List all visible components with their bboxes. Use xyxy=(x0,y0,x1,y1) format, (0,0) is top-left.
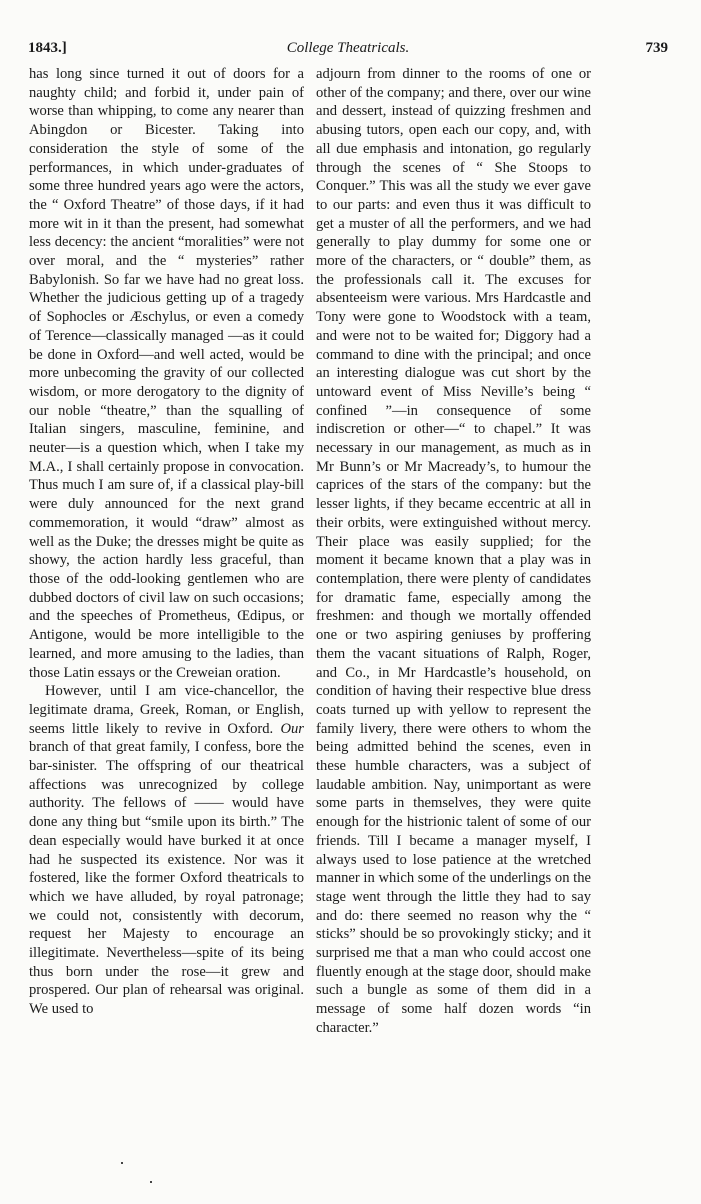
right-column xyxy=(316,65,591,1038)
header-year: 1843.] xyxy=(28,40,67,56)
left-paragraph-2-start: However, until I am vice-chancellor, the legitimate drama, Greek, Roman, or English, seems little likely to revive in Oxford. xyxy=(29,683,304,737)
left-paragraph-1: has long since turned it out of doors for a naughty child; and forbid it, under pain of worse than whipping, to come any nearer than Abingdon or Bicester. Taking into consideration the style of some of the performances, in which under-graduates of some three hundred years ago were the actors, the “ Oxford Theatre” of those days, if it had more wit in it than the present, had somewhat less decency: the ancient “moralities” were not over moral, and the “ mysteries” rather Babylonish. So far we have had no great loss. Whether the judicious getting up of a tragedy of Sophocles or Æschylus, or even a comedy of Terence—classically managed —as it could be done in Oxford—and well acted, would be more unbecoming the gravity of our collected wisdom, or more derogatory to the dignity of our noble “theatre,” than the squalling of Italian singers, masculine, feminine, and neuter—is a question which, when I take my M.A., I shall certainly propose in convocation. Thus much I am sure of, if a classical play-bill were duly announced for the next grand commemoration, it would “draw” almost as well as the Duke; the dresses might be quite as showy, the action hardly less graceful, than those of the odd-looking gentlemen who are dubbed doctors of civil law on such occasions; and the speeches of Prometheus, Œdipus, or Antigone, would be more intelligible to the learned, and more amusing to the ladies, than those Latin essays or the Creweian oration. xyxy=(29,66,304,681)
speck-mark xyxy=(121,1162,123,1164)
left-column xyxy=(29,65,304,1019)
header-title: College Theatricals. xyxy=(286,40,410,56)
running-header xyxy=(28,40,668,64)
left-paragraph-2-rest: branch of that great family, I confess, bore the bar-sinister. The offspring of our theatrical affections was unrecognized by college authority. The fellows of —— would have done any thing but “smile upon its birth.” The dean especially would have burked it at once had he suspected its existence. Nor was it fostered, like the former Oxford theatricals to which we have alluded, by royal patronage; we could not, consistently with decorum, request her Majesty to encourage an illegitimate. Nevertheless—spite of its being thus born under the rose—it grew and prospered. Our plan of rehearsal was original. We used to xyxy=(29,739,304,1018)
left-paragraph-2 xyxy=(29,682,304,1019)
page-number: 739 xyxy=(645,40,668,56)
speck-mark xyxy=(150,1181,152,1183)
emphasis-our: Our xyxy=(280,720,304,737)
right-paragraph-1: adjourn from dinner to the rooms of one or other of the company; and there, over our wine and dessert, instead of quizzing freshmen and abusing tutors, open each our copy, and, with all due emphasis and intonation, go regularly through the scenes of “ She Stoops to Conquer.” This was all the study we ever gave to our parts: and even thus it was difficult to get a muster of all the performers, and we had generally to play dummy for some one or more of the characters, or “ double” them, as the professionals call it. The excuses for absenteeism were various. Mrs Hardcastle and Tony were gone to Woodstock with a team, and were not to be waited for; Diggory had a command to dine with the principal; and once an interesting dialogue was cut short by the untoward event of Miss Neville’s being “ confined ”—in consequence of some indiscretion or other—“ to chapel.” It was necessary in our management, as much as in Mr Bunn’s or Mr Macready’s, to humour the caprices of the stars of the company: but the lesser lights, if they became eccentric at all in their orbits, were extinguished without mercy. Their place was easily supplied; for the moment it became known that a play was in contemplation, there were plenty of candidates for dramatic fame, especially among the freshmen: and though we mortally offended one or two aspiring geniuses by proffering them the vacant situations of Ralph, Roger, and Co., in Mr Hardcastle’s household, on condition of having their respective blue dress coats turned up with yellow to represent the family livery, there were others to whom the being admitted behind the scenes, even in these humble characters, was a subject of laudable ambition. Nay, unimportant as were some parts in themselves, they were quite enough for the histrionic talent of some of our friends. Till I became a manager myself, I always used to lose patience at the wretched manner in which some of the underlings on the stage went through the little they had to say and do: there seemed no reason why the “ sticks” should be so provokingly sticky; and it surprised me that a man who could accost one fluently enough at the stage door, should make such a bungle as some of them did in a message of some half dozen words “in character.” xyxy=(316,66,591,1036)
